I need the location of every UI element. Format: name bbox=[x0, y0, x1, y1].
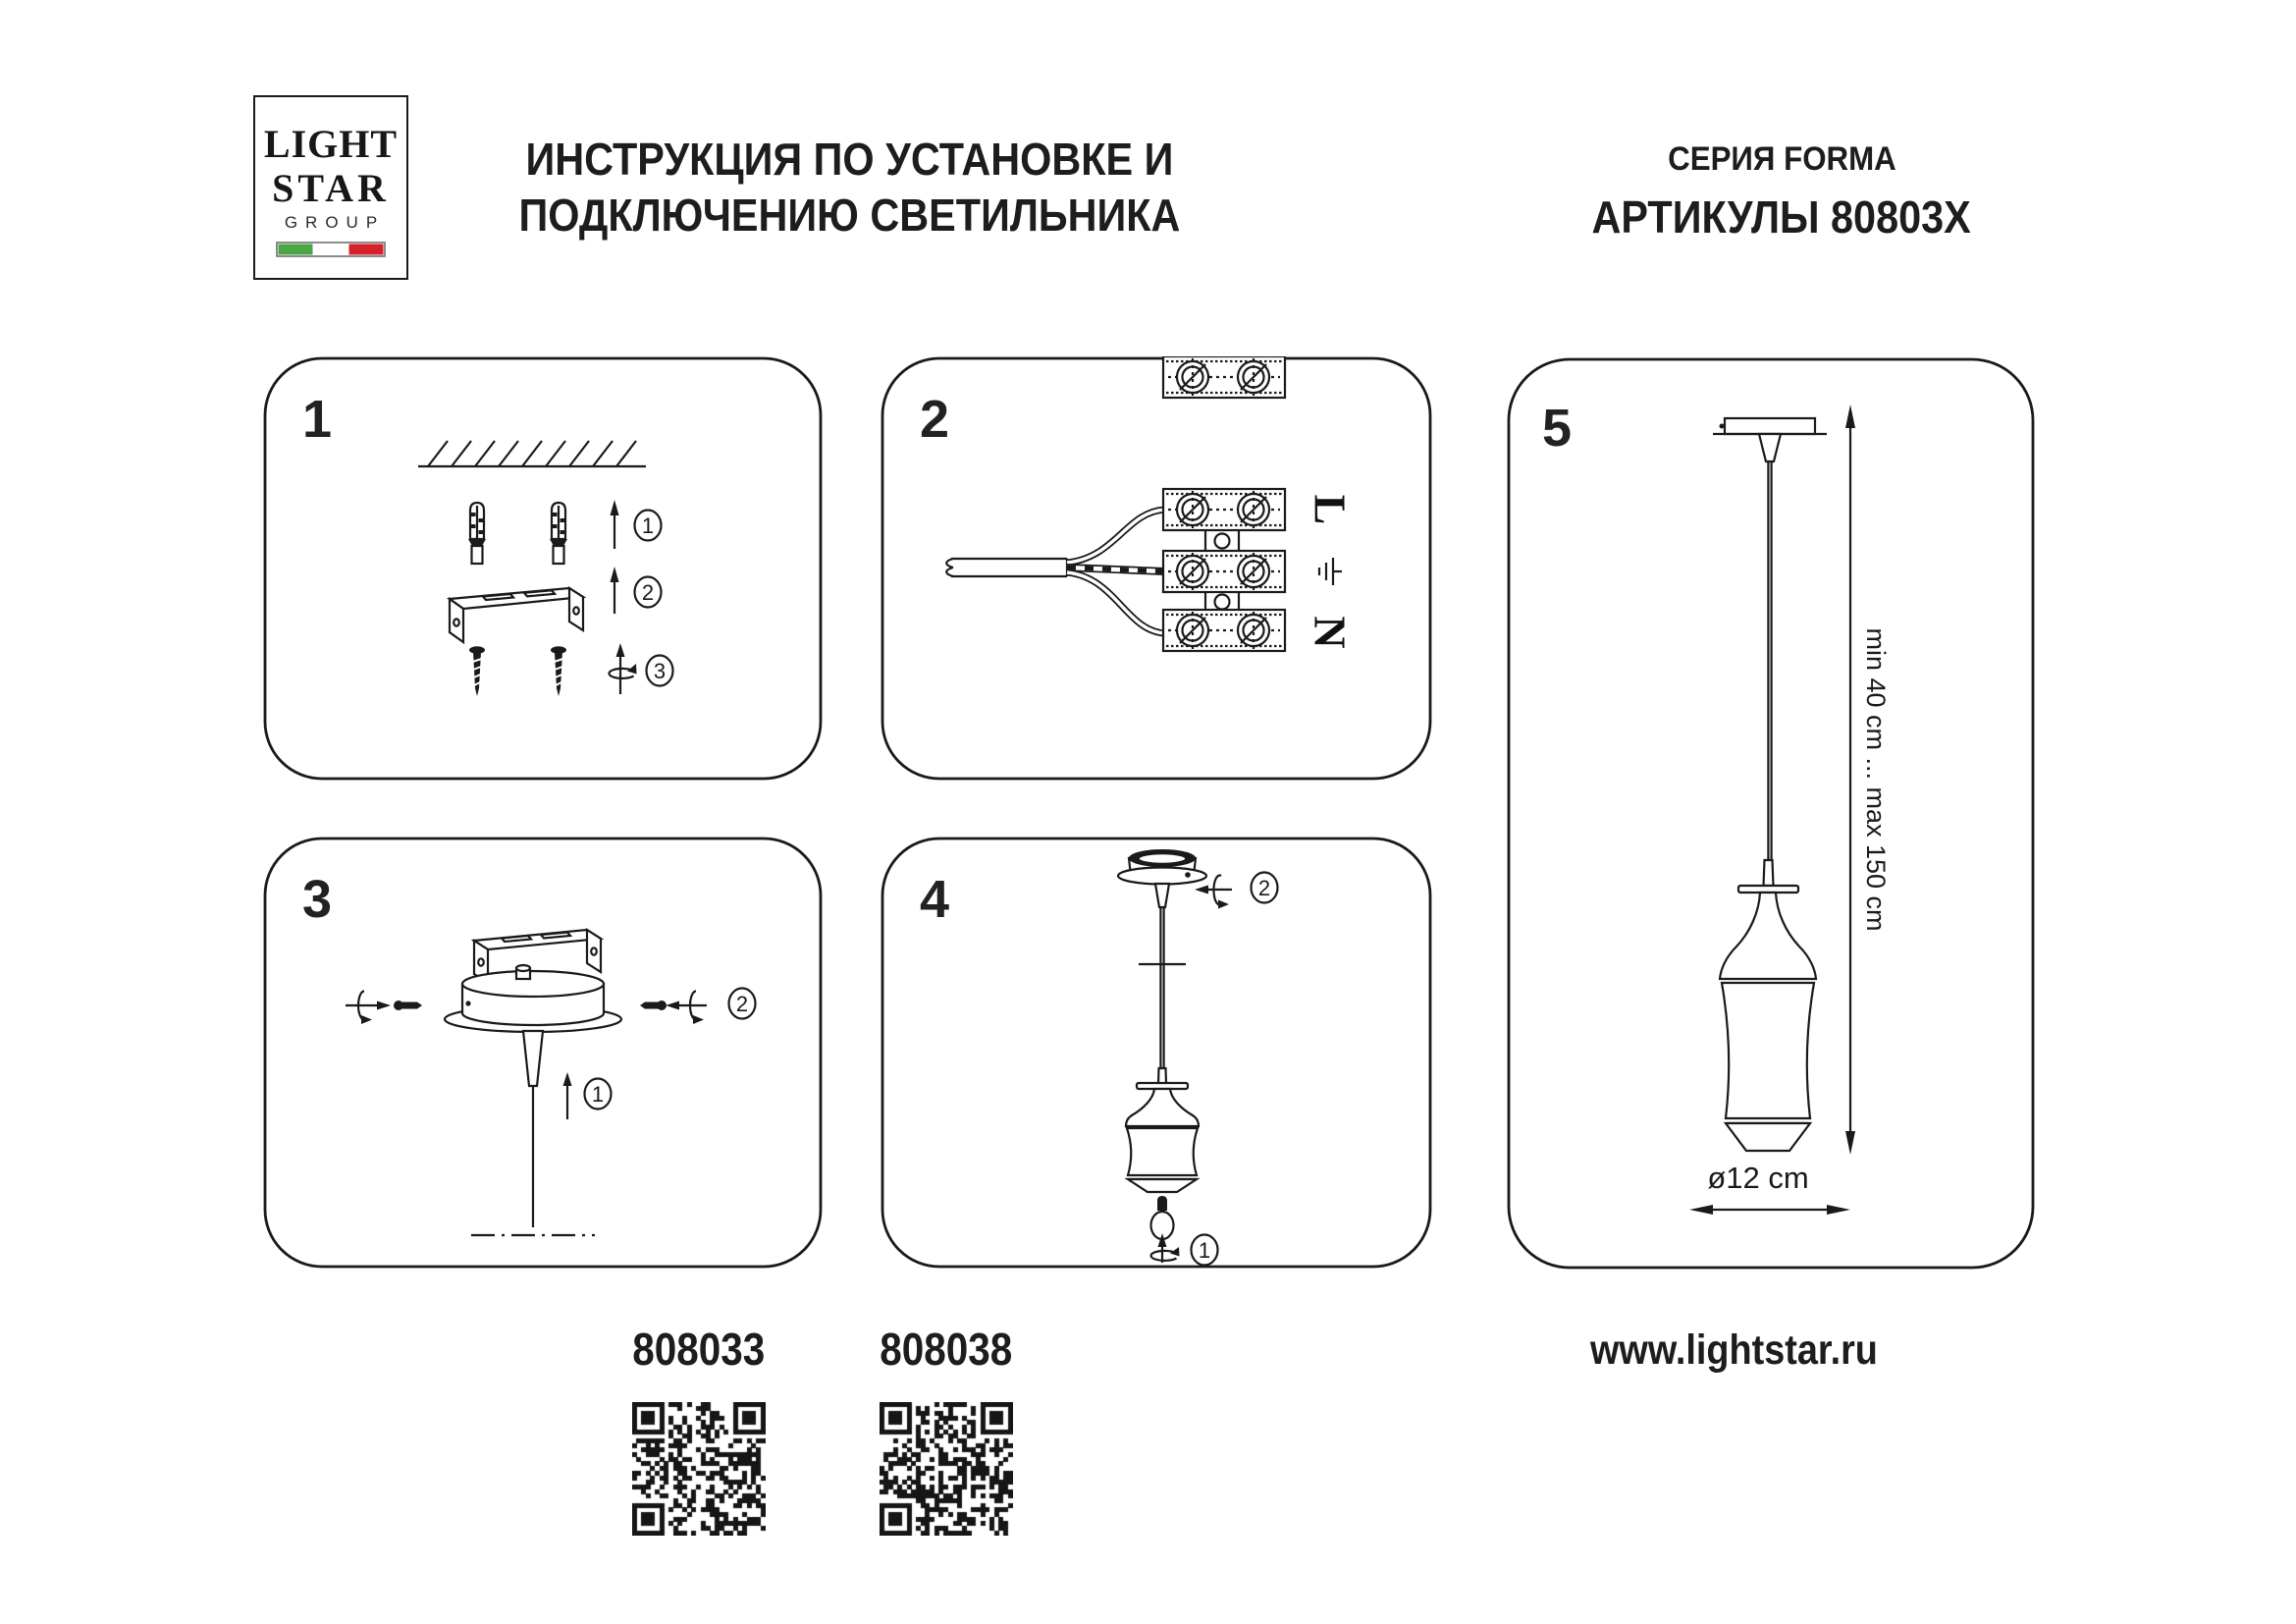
article-block-2 bbox=[828, 1326, 1064, 1536]
article-block-1 bbox=[581, 1326, 817, 1536]
panel-dimensions bbox=[1507, 357, 2035, 1270]
arrow-up-icon bbox=[611, 500, 619, 549]
wall-plug-icon bbox=[550, 503, 567, 564]
light-bulb-icon bbox=[1151, 1196, 1174, 1239]
step-number-1: 1 bbox=[302, 390, 333, 449]
earth-symbol-icon bbox=[1319, 558, 1342, 585]
logo-word-star: STAR bbox=[272, 166, 390, 210]
terminal-block-icon bbox=[1163, 610, 1285, 651]
suspension-cord-icon bbox=[471, 1031, 595, 1235]
panel-step-3 bbox=[263, 837, 823, 1269]
setscrew-icon bbox=[394, 1001, 422, 1010]
arrow-up-icon bbox=[611, 567, 619, 614]
canopy-icon bbox=[445, 965, 621, 1032]
article-code-2: 808038 bbox=[880, 1324, 1013, 1375]
website-url: www.lightstar.ru bbox=[1589, 1326, 1878, 1374]
screw-rotation-icon bbox=[609, 643, 636, 694]
terminal-block-icon bbox=[1163, 356, 1285, 398]
terminal-block-icon bbox=[1163, 489, 1285, 530]
screw-rotation-icon bbox=[666, 992, 707, 1025]
diameter-dimension-label: ø12 cm bbox=[1707, 1161, 1809, 1195]
wire-earth-icon bbox=[1067, 568, 1165, 571]
article-code-1: 808033 bbox=[632, 1324, 766, 1375]
series-header bbox=[1541, 139, 2022, 242]
mains-cable-icon bbox=[946, 559, 1067, 576]
articles-label: АРТИКУЛЫ 80803X bbox=[1591, 191, 1972, 243]
panel-step-4 bbox=[881, 837, 1432, 1269]
ceiling-hatching-icon bbox=[418, 441, 646, 466]
italian-flag-icon bbox=[276, 242, 386, 257]
pendant-lamp-icon bbox=[1713, 418, 1827, 1151]
callout-1: 1 bbox=[591, 1082, 605, 1107]
screw-rotation-icon bbox=[346, 992, 391, 1025]
lamp-shade-icon bbox=[1126, 1083, 1199, 1192]
suspension-cord-icon bbox=[1139, 907, 1186, 1084]
wire-live-icon bbox=[1067, 510, 1165, 563]
step-number-2: 2 bbox=[920, 390, 950, 449]
title-line-2: ПОДКЛЮЧЕНИЮ СВЕТИЛЬНИКА bbox=[517, 189, 1181, 241]
step-number-3: 3 bbox=[302, 870, 333, 929]
label-neutral-N: N bbox=[1305, 616, 1356, 649]
callout-1: 1 bbox=[1198, 1238, 1211, 1263]
arrow-up-icon bbox=[563, 1072, 572, 1119]
lightstar-logo bbox=[253, 95, 408, 280]
series-label: СЕРИЯ FORMA bbox=[1667, 140, 1896, 178]
callout-2: 2 bbox=[735, 992, 749, 1016]
qr-code-2 bbox=[880, 1402, 1013, 1536]
screw-icon bbox=[551, 646, 566, 696]
logo-word-group: GROUP bbox=[284, 213, 386, 232]
title-line-1: ИНСТРУКЦИЯ ПО УСТАНОВКЕ И bbox=[525, 134, 1173, 185]
panel-step-2 bbox=[881, 356, 1432, 781]
panel-1-border bbox=[265, 358, 821, 779]
label-line-L: L bbox=[1305, 494, 1356, 525]
page-title bbox=[412, 132, 1286, 244]
callout-3: 3 bbox=[653, 659, 667, 683]
panel-3-border bbox=[265, 839, 821, 1267]
wire-neutral-icon bbox=[1067, 572, 1165, 633]
step-number-5: 5 bbox=[1542, 399, 1573, 458]
mounting-bracket-icon bbox=[450, 588, 583, 642]
height-dimension-arrow bbox=[1845, 405, 1855, 1155]
qr-code-1 bbox=[632, 1402, 766, 1536]
setscrew-icon bbox=[640, 1001, 667, 1010]
wall-plug-icon bbox=[468, 503, 486, 564]
callout-1: 1 bbox=[641, 514, 655, 538]
diameter-dimension-arrow bbox=[1689, 1205, 1850, 1215]
callout-2: 2 bbox=[1257, 876, 1271, 900]
canopy-icon bbox=[1118, 849, 1206, 907]
screw-icon bbox=[469, 646, 485, 696]
panel-4-border bbox=[882, 839, 1430, 1267]
step-number-4: 4 bbox=[920, 870, 950, 929]
terminal-block-icon bbox=[1163, 551, 1285, 592]
height-dimension-label: min 40 cm ... max 150 cm bbox=[1861, 627, 1891, 932]
callout-2: 2 bbox=[641, 580, 655, 605]
panel-step-1 bbox=[263, 356, 823, 781]
logo-word-light: LIGHT bbox=[263, 122, 399, 166]
